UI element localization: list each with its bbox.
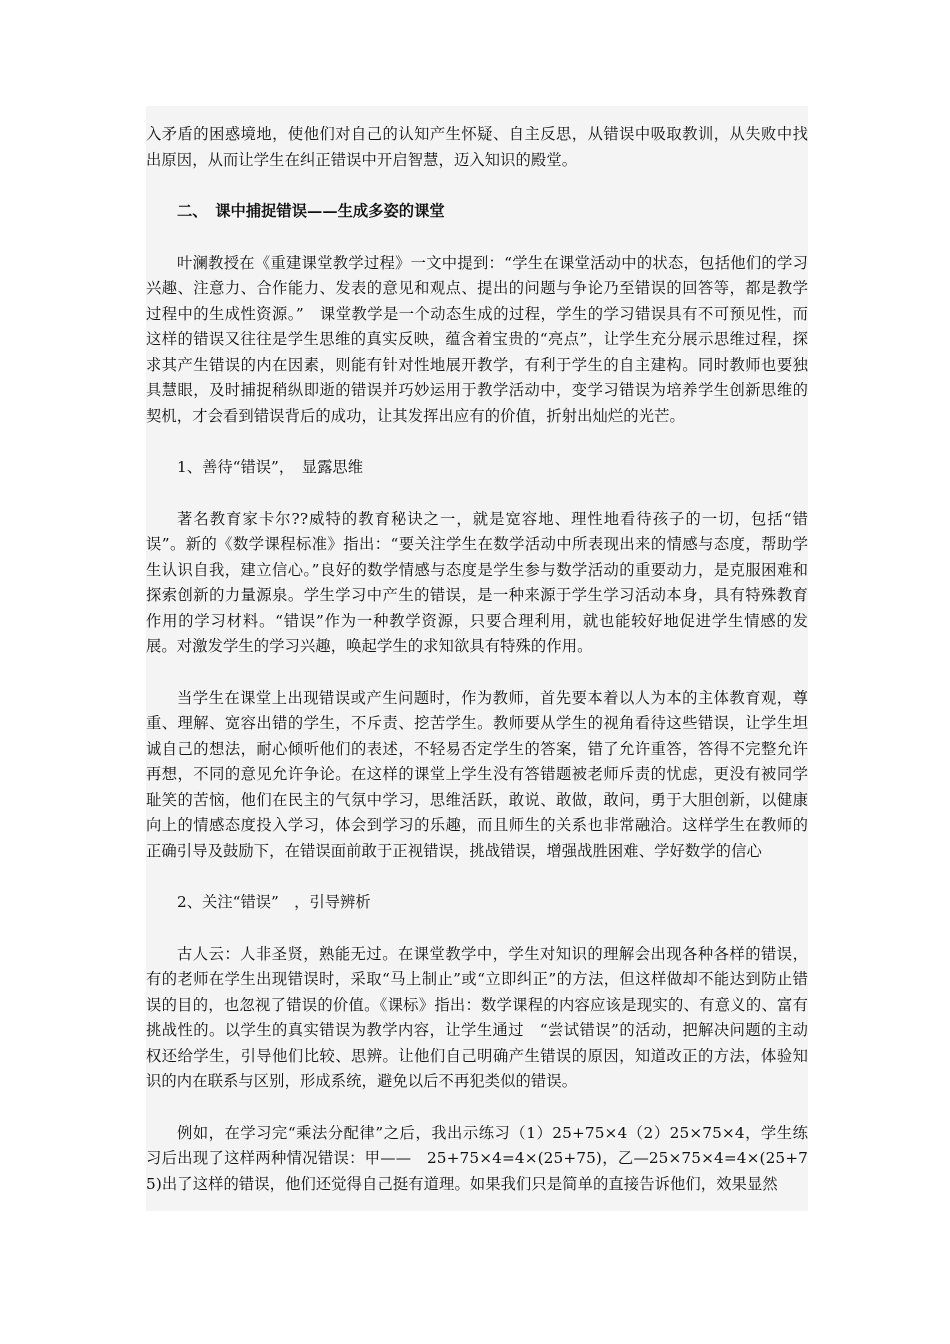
text-column xyxy=(146,106,808,1211)
paragraph-ye-lan-quote: 叶澜教授在《重建课堂教学过程》一文中提到：“学生在课堂活动中的状态，包括他们的学习兴趣、注意力、合作能力、发表的意见和观点、提出的问题与争论乃至错误的回答等，都是教学过程中的生成性资源。” 课堂教学是一个动态生成的过程，学生的学习错误具有不可预见性，而这样的错误又往往是学生思维的真实反映，蕴含着宝贵的“亮点”，让学生充分展示思维过程，探求其产生错误的内在因素，则能有针对性地展开教学，有利于学生的自主建构。同时教师也要独具慧眼，及时捕捉稍纵即逝的错误并巧妙运用于教学活动中，变学习错误为培养学生创新思维的契机，才会看到错误背后的成功，让其发挥出应有的价值，折射出灿烂的光芒。 xyxy=(146,253,808,425)
paragraph-teacher-attitude: 当学生在课堂上出现错误或产生问题时，作为教师，首先要本着以人为本的主体教育观，尊重、理解、宽容出错的学生，不斥责、挖苦学生。教师要从学生的视角看待这些错误，让学生坦诚自己的想法，耐心倾听他们的表述，不轻易否定学生的答案，错了允许重答，答得不完整允许再想，不同的意见允许争论。在这样的课堂上学生没有答错题被老师斥责的忧虑，更没有被同学耻笑的苦恼，他们在民主的气氛中学习，思维活跃，敢说、敢做，敢问，勇于大胆创新，以健康向上的情感态度投入学习，体会到学习的乐趣，而且师生的关系也非常融洽。这样学生在教师的正确引导及鼓励下，在错误面前敢于正视错误，挑战错误，增强战胜困难、学好数学的信心 xyxy=(146,688,808,860)
paragraph-ancients: 古人云：人非圣贤，熟能无过。在课堂教学中，学生对知识的理解会出现各种各样的错误，有的老师在学生出现错误时，采取“马上制止”或“立即纠正”的方法，但这样做却不能达到防止错误的目的，也忽视了错误的价值。《课标》指出：数学课程的内容应该是现实的、有意义的、富有挑战性的。以学生的真实错误为教学内容，让学生通过 “尝试错误”的活动，把解决问题的主动权还给学生，引导他们比较、思辨。让他们自己明确产生错误的原因，知道改正的方法，体验知识的内在联系与区别，形成系统，避免以后不再犯类似的错误。 xyxy=(146,944,808,1090)
subheading-2: 2、关注“错误” ，引导辨析 xyxy=(177,893,371,911)
subheading-1: 1、善待“错误”， 显露思维 xyxy=(177,458,363,476)
paragraph-continued: 入矛盾的困惑境地，使他们对自己的认知产生怀疑、自主反思，从错误中吸取教训，从失败中找出原因，从而让学生在纠正错误中开启智慧，迈入知识的殿堂。 xyxy=(146,125,808,169)
paragraph-witte: 著名教育家卡尔??威特的教育秘诀之一，就是宽容地、理性地看待孩子的一切，包括“错误”。新的《数学课程标准》指出：“要关注学生在数学活动中所表现出来的情感与态度，帮助学生认识自我，建立信心。”良好的数学情感与态度是学生参与数学活动的重要动力，是克服困难和探索创新的力量源泉。学生学习中产生的错误，是一种来源于学生学习活动本身，具有特殊教育作用的学习材料。“错误”作为一种教学资源，只要合理利用，就也能较好地促进学生情感的发展。对激发学生的学习兴趣，唤起学生的求知欲具有特殊的作用。 xyxy=(146,509,808,655)
section-heading-2: 二、 课中捕捉错误——生成多姿的课堂 xyxy=(177,202,445,220)
paragraph-example: 例如，在学习完“乘法分配律”之后，我出示练习（1）25+75×4（2）25×75×4，学生练习后出现了这样两种情况错误：甲—— 25+75×4=4×(25+75)，乙—25×75×4=4×(25+75)出了这样的错误，他们还觉得自己挺有道理。如果我们只是简单的直接告诉他们，效果显然 xyxy=(146,1123,808,1193)
